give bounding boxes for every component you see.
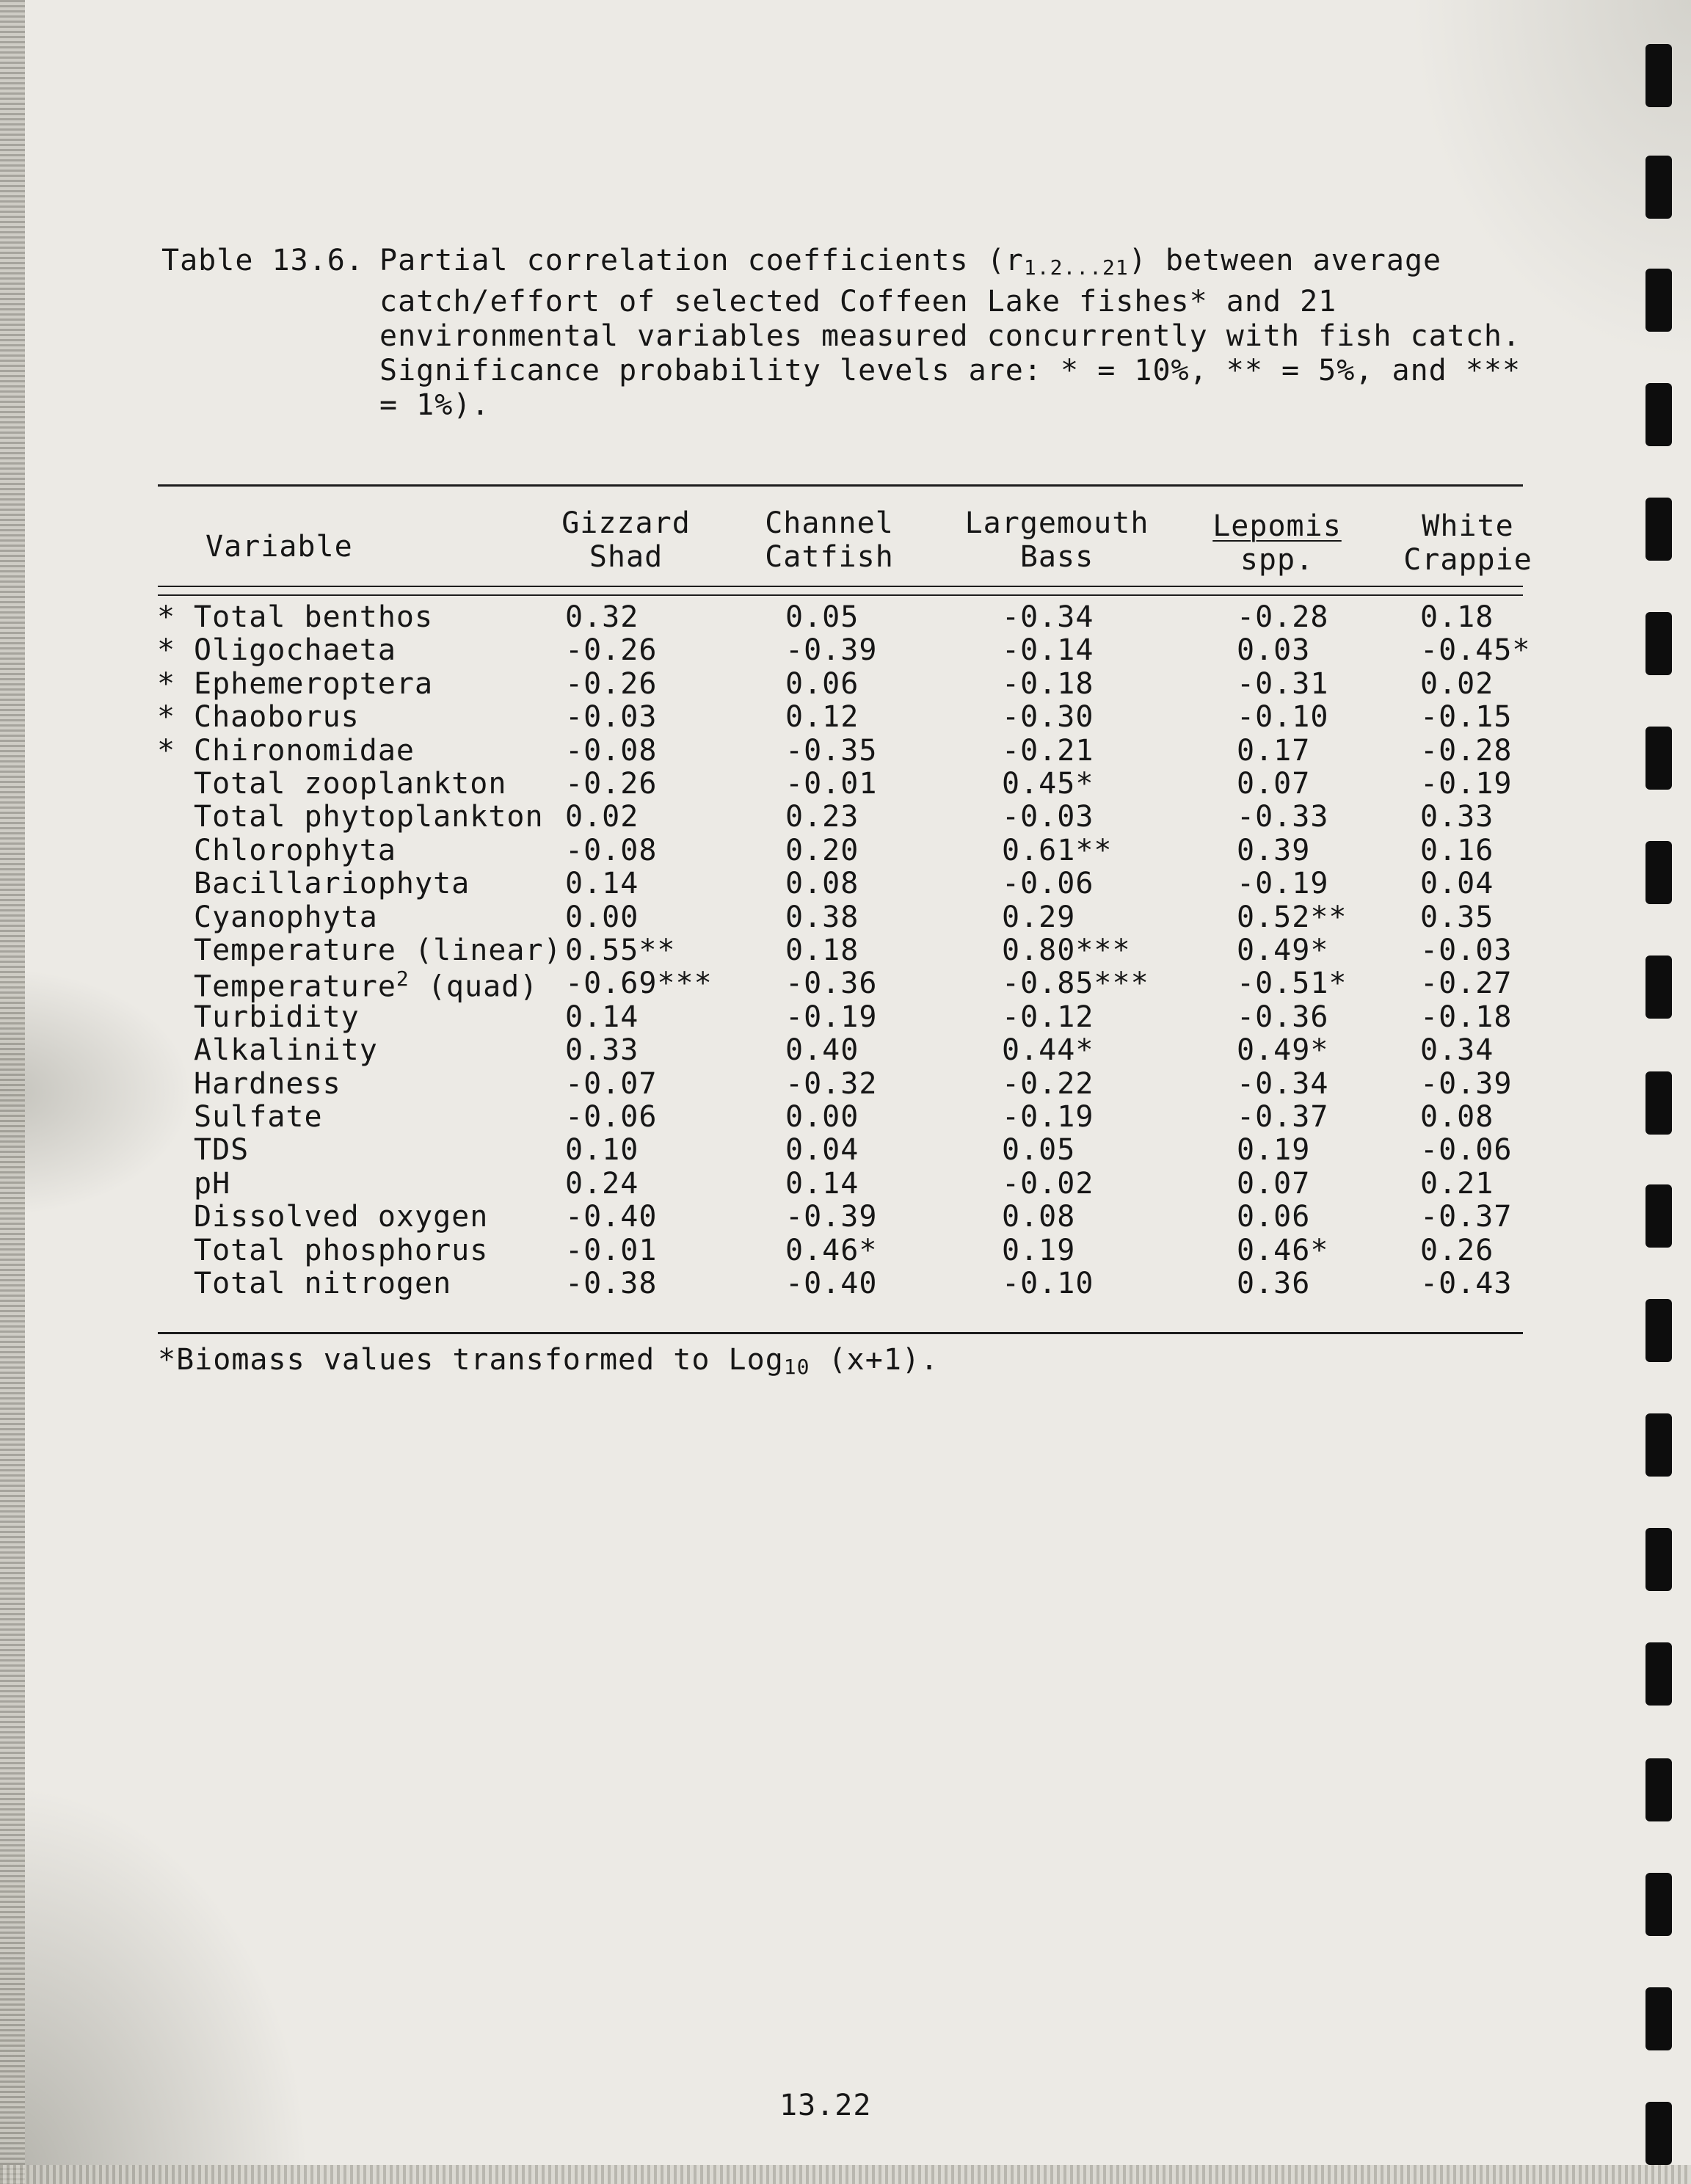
variable-name: Temperature: [194, 969, 396, 1004]
binder-hole: [1645, 1184, 1672, 1248]
cell-value: -0.26: [565, 667, 658, 701]
binder-hole: [1645, 1528, 1672, 1591]
variable-suffix: (quad): [409, 969, 539, 1004]
row-variable: [194, 1033, 378, 1067]
footnote-subscript: 10: [783, 1355, 810, 1379]
binder-hole: [1645, 383, 1672, 446]
table-row: [0, 834, 1615, 867]
cell-value: 0.80***: [1002, 933, 1131, 967]
row-variable: [194, 633, 396, 667]
footnote-text-end: (x+1).: [810, 1343, 939, 1377]
caption-text: [379, 244, 1524, 423]
cell-value: 0.46*: [785, 1234, 878, 1267]
table-row: [0, 967, 1615, 1004]
row-variable: [194, 834, 396, 867]
cell-value: 0.12: [785, 700, 859, 734]
variable-name: Turbidity: [194, 1000, 360, 1034]
cell-value: -0.31: [1237, 667, 1329, 701]
table-row: [0, 734, 1615, 767]
cell-value: -0.19: [1002, 1100, 1094, 1134]
table-row: [0, 1267, 1615, 1300]
cell-value: -0.38: [565, 1267, 658, 1300]
cell-value: -0.39: [785, 633, 878, 667]
cell-value: 0.46*: [1237, 1234, 1329, 1267]
table-row: [0, 767, 1615, 800]
binder-hole: [1645, 1758, 1672, 1821]
variable-name: Dissolved oxygen: [194, 1200, 489, 1234]
cell-value: -0.14: [1002, 633, 1094, 667]
variable-name: Bacillariophyta: [194, 867, 470, 900]
table-row: [0, 1133, 1615, 1166]
footnote-text-start: *Biomass values transformed to Log: [158, 1343, 784, 1377]
cell-value: -0.18: [1002, 667, 1094, 701]
binder-hole: [1645, 156, 1672, 219]
variable-name: Total nitrogen: [194, 1267, 452, 1300]
footnote: [158, 1343, 939, 1379]
variable-name: Chaoborus: [194, 700, 360, 734]
cell-value: -0.03: [1420, 933, 1513, 967]
cell-value: -0.07: [565, 1067, 658, 1101]
cell-value: -0.06: [1002, 867, 1094, 900]
cell-value: 0.19: [1237, 1133, 1311, 1167]
caption-text-end: ) between average catch/effort of selected Coffeen Lake fishes* and 21 environmental variables measured concurrently with fish catch. Significance probability levels are: * = 10%, ** = 5%, and *** = 1%).: [379, 244, 1521, 422]
header-variable: Variable: [206, 530, 353, 564]
cell-value: -0.39: [785, 1200, 878, 1234]
caption-subscript: 1.2...21: [1023, 255, 1129, 280]
cell-value: 0.05: [785, 600, 859, 634]
cell-value: -0.40: [785, 1267, 878, 1300]
cell-value: 0.24: [565, 1167, 639, 1201]
table-row: [0, 1100, 1615, 1133]
cell-value: -0.43: [1420, 1267, 1513, 1300]
cell-value: -0.36: [785, 967, 878, 1000]
variable-superscript: 2: [396, 967, 410, 991]
table-row: [0, 1234, 1615, 1267]
header-rule-2: [158, 594, 1523, 596]
cell-value: 0.17: [1237, 734, 1311, 768]
cell-value: 0.52**: [1237, 900, 1348, 934]
cell-value: 0.08: [1002, 1200, 1076, 1234]
cell-value: -0.06: [565, 1100, 658, 1134]
scan-edge-bottom: [0, 2165, 1691, 2184]
row-variable: [194, 667, 433, 701]
row-variable: [194, 1167, 230, 1201]
cell-value: -0.12: [1002, 1000, 1094, 1034]
cell-value: -0.39: [1420, 1067, 1513, 1101]
binder-hole: [1645, 44, 1672, 107]
cell-value: -0.26: [565, 767, 658, 801]
cell-value: 0.06: [785, 667, 859, 701]
cell-value: -0.01: [565, 1234, 658, 1267]
cell-value: 0.49*: [1237, 1033, 1329, 1067]
table-row: [0, 633, 1615, 666]
cell-value: 0.18: [1420, 600, 1494, 634]
table-row: [0, 1200, 1615, 1233]
cell-value: 0.35: [1420, 900, 1494, 934]
header-lepomis-spp: Lepomis spp.: [1212, 509, 1342, 577]
row-variable: [194, 933, 562, 967]
caption-text-start: Partial correlation coefficients (r: [379, 244, 1024, 277]
variable-name: Total phytoplankton: [194, 800, 544, 834]
row-marker: *: [157, 633, 176, 667]
page-number: 13.22: [779, 2089, 872, 2122]
variable-name: Total phosphorus: [194, 1234, 489, 1267]
row-marker: *: [157, 600, 176, 634]
cell-value: 0.44*: [1002, 1033, 1094, 1067]
cell-value: 0.16: [1420, 834, 1494, 867]
cell-value: 0.23: [785, 800, 859, 834]
cell-value: 0.29: [1002, 900, 1076, 934]
header-channel-catfish: Channel Catfish: [765, 506, 894, 574]
row-variable: [194, 800, 544, 834]
binder-hole: [1645, 1413, 1672, 1477]
cell-value: -0.26: [565, 633, 658, 667]
cell-value: -0.28: [1237, 600, 1329, 634]
binder-hole: [1645, 727, 1672, 790]
cell-value: -0.51*: [1237, 967, 1348, 1000]
header-gizzard-shad: Gizzard Shad: [561, 506, 691, 574]
binder-hole: [1645, 1299, 1672, 1362]
cell-value: 0.07: [1237, 767, 1311, 801]
cell-value: 0.08: [785, 867, 859, 900]
variable-name: Oligochaeta: [194, 633, 396, 667]
cell-value: -0.37: [1237, 1100, 1329, 1134]
cell-value: 0.32: [565, 600, 639, 634]
cell-value: 0.18: [785, 933, 859, 967]
variable-name: Cyanophyta: [194, 900, 378, 934]
cell-value: 0.26: [1420, 1234, 1494, 1267]
cell-value: -0.18: [1420, 1000, 1513, 1034]
table-row: [0, 1067, 1615, 1100]
row-variable: [194, 1133, 249, 1167]
table-row: [0, 867, 1615, 900]
table-row: [0, 1033, 1615, 1066]
variable-name: pH: [194, 1167, 231, 1201]
cell-value: 0.33: [565, 1033, 639, 1067]
cell-value: 0.00: [785, 1100, 859, 1134]
row-variable: [194, 967, 538, 1003]
cell-value: 0.14: [565, 1000, 639, 1034]
cell-value: -0.69***: [565, 967, 713, 1000]
cell-value: 0.14: [565, 867, 639, 900]
cell-value: -0.19: [785, 1000, 878, 1034]
table-row: [0, 800, 1615, 833]
variable-name: Ephemeroptera: [194, 667, 434, 701]
row-marker: *: [157, 667, 176, 701]
variable-name: Total benthos: [194, 600, 434, 634]
cell-value: -0.21: [1002, 734, 1094, 768]
caption-label: Table 13.6.: [161, 244, 364, 277]
cell-value: 0.38: [785, 900, 859, 934]
cell-value: -0.45*: [1420, 633, 1531, 667]
row-variable: [194, 1200, 488, 1234]
variable-name: Hardness: [194, 1067, 341, 1101]
cell-value: 0.21: [1420, 1167, 1494, 1201]
cell-value: -0.10: [1002, 1267, 1094, 1300]
binder-hole: [1645, 841, 1672, 904]
row-variable: [194, 1234, 488, 1267]
table-row: [0, 600, 1615, 633]
cell-value: -0.34: [1237, 1067, 1329, 1101]
row-variable: [194, 900, 378, 934]
cell-value: 0.03: [1237, 633, 1311, 667]
cell-value: -0.08: [565, 734, 658, 768]
binder-hole: [1645, 1642, 1672, 1706]
table-top-rule: [158, 484, 1523, 487]
row-variable: [194, 1067, 341, 1101]
cell-value: 0.33: [1420, 800, 1494, 834]
row-variable: [194, 700, 360, 734]
cell-value: -0.37: [1420, 1200, 1513, 1234]
binder-hole: [1645, 1071, 1672, 1135]
variable-name: Chlorophyta: [194, 834, 396, 867]
table-row: [0, 1167, 1615, 1200]
row-variable: [194, 734, 415, 768]
cell-value: -0.33: [1237, 800, 1329, 834]
cell-value: -0.27: [1420, 967, 1513, 1000]
cell-value: 0.36: [1237, 1267, 1311, 1300]
cell-value: 0.05: [1002, 1133, 1076, 1167]
cell-value: 0.08: [1420, 1100, 1494, 1134]
variable-name: TDS: [194, 1133, 250, 1167]
cell-value: 0.49*: [1237, 933, 1329, 967]
binder-hole: [1645, 2102, 1672, 2165]
cell-value: -0.08: [565, 834, 658, 867]
cell-value: -0.03: [565, 700, 658, 734]
row-variable: [194, 1267, 451, 1300]
variable-name: Sulfate: [194, 1100, 323, 1134]
cell-value: 0.02: [1420, 667, 1494, 701]
table-row: [0, 1000, 1615, 1033]
variable-name: Chironomidae: [194, 734, 415, 768]
cell-value: 0.45*: [1002, 767, 1094, 801]
table-row: [0, 700, 1615, 733]
cell-value: -0.30: [1002, 700, 1094, 734]
row-marker: *: [157, 700, 176, 734]
cell-value: -0.19: [1237, 867, 1329, 900]
cell-value: 0.06: [1237, 1200, 1311, 1234]
table-row: [0, 667, 1615, 700]
cell-value: -0.32: [785, 1067, 878, 1101]
cell-value: -0.15: [1420, 700, 1513, 734]
variable-name: Total zooplankton: [194, 767, 507, 801]
cell-value: 0.40: [785, 1033, 859, 1067]
cell-value: -0.19: [1420, 767, 1513, 801]
binder-hole: [1645, 498, 1672, 561]
cell-value: -0.22: [1002, 1067, 1094, 1101]
table-bottom-rule: [158, 1332, 1523, 1334]
cell-value: -0.85***: [1002, 967, 1149, 1000]
variable-name: Temperature (linear): [194, 933, 562, 967]
cell-value: 0.10: [565, 1133, 639, 1167]
cell-value: -0.28: [1420, 734, 1513, 768]
header-rule-1: [158, 586, 1523, 587]
cell-value: -0.36: [1237, 1000, 1329, 1034]
table-row: [0, 933, 1615, 967]
cell-value: 0.02: [565, 800, 639, 834]
row-variable: [194, 600, 433, 634]
binder-hole: [1645, 612, 1672, 675]
cell-value: 0.04: [785, 1133, 859, 1167]
table-row: [0, 900, 1615, 933]
row-variable: [194, 867, 470, 900]
cell-value: 0.55**: [565, 933, 676, 967]
cell-value: -0.34: [1002, 600, 1094, 634]
cell-value: 0.00: [565, 900, 639, 934]
cell-value: -0.06: [1420, 1133, 1513, 1167]
row-marker: *: [157, 734, 176, 768]
cell-value: 0.14: [785, 1167, 859, 1201]
cell-value: 0.61**: [1002, 834, 1113, 867]
cell-value: 0.34: [1420, 1033, 1494, 1067]
cell-value: -0.40: [565, 1200, 658, 1234]
cell-value: -0.10: [1237, 700, 1329, 734]
variable-name: Alkalinity: [194, 1033, 378, 1067]
cell-value: 0.39: [1237, 834, 1311, 867]
cell-value: -0.35: [785, 734, 878, 768]
row-variable: [194, 1000, 360, 1034]
binder-hole: [1645, 269, 1672, 332]
cell-value: 0.19: [1002, 1234, 1076, 1267]
cell-value: 0.04: [1420, 867, 1494, 900]
row-variable: [194, 767, 506, 801]
header-white-crappie: White Crappie: [1403, 509, 1532, 577]
binder-hole: [1645, 1987, 1672, 2050]
row-variable: [194, 1100, 323, 1134]
cell-value: -0.03: [1002, 800, 1094, 834]
header-largemouth-bass: Largemouth Bass: [964, 506, 1149, 574]
binder-hole: [1645, 956, 1672, 1019]
binder-hole: [1645, 1873, 1672, 1936]
cell-value: 0.20: [785, 834, 859, 867]
cell-value: -0.02: [1002, 1167, 1094, 1201]
cell-value: 0.07: [1237, 1167, 1311, 1201]
cell-value: -0.01: [785, 767, 878, 801]
